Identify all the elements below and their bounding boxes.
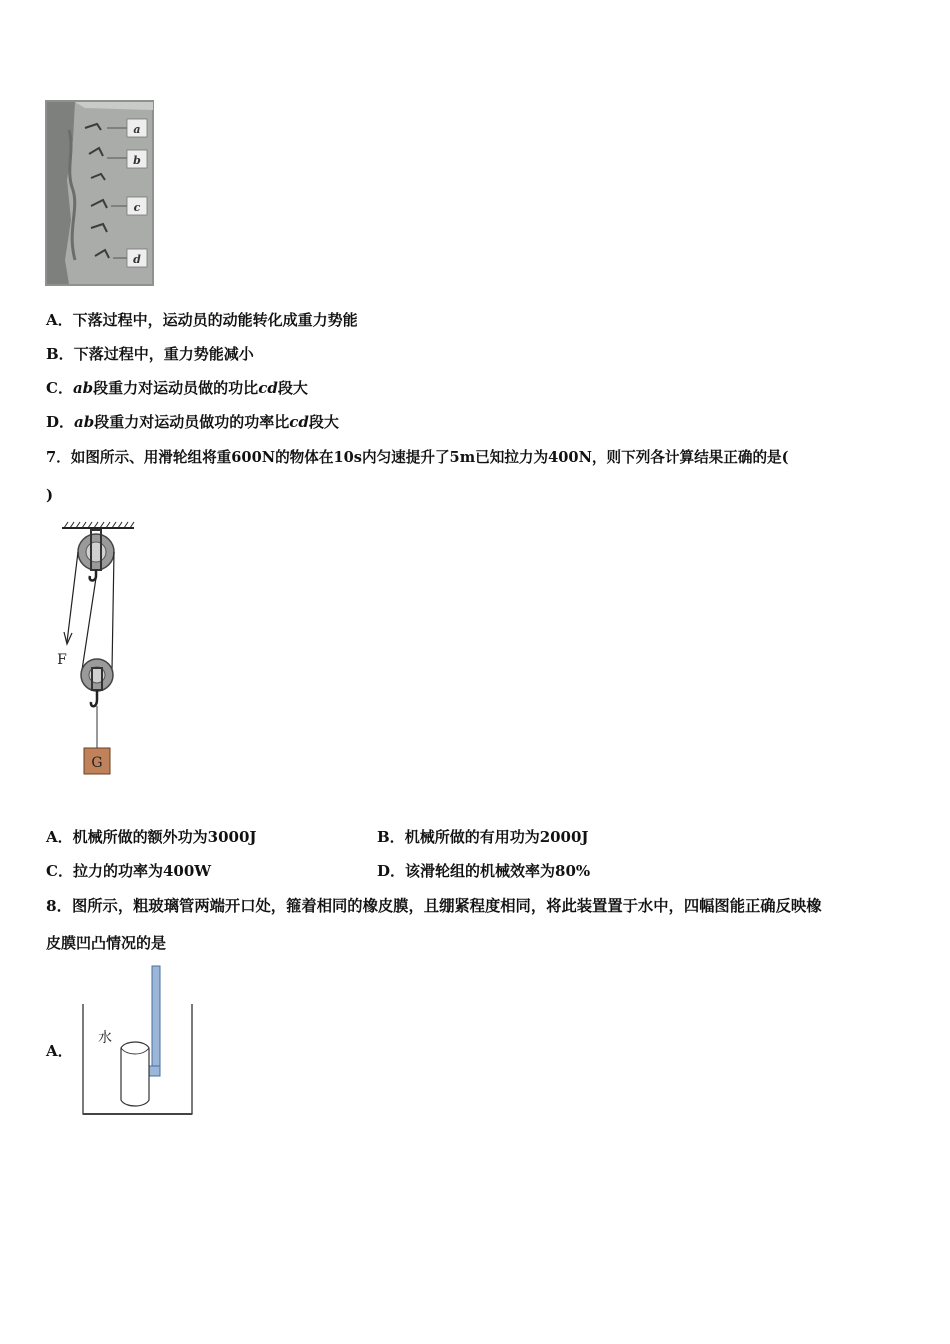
option-text: 机械所做的额外功为3000J [72, 828, 257, 846]
option-text: 段重力对运动员做的功比 [93, 379, 259, 397]
option-letter: D． [46, 413, 75, 431]
photo-label-d: d [133, 253, 141, 266]
option-text: 下落过程中，重力势能减小 [73, 345, 254, 363]
q7-stem-line1: 7．如图所示、用滑轮组将重600N的物体在10s内匀速提升了5m已知拉力为400N，则下列各计算结果正确的是( [46, 449, 789, 466]
q7-stem-line2: ) [46, 486, 54, 504]
photo-label-b: b [133, 154, 141, 167]
q8-stem-line1: 8．图所示，粗玻璃管两端开口处，箍着相同的橡皮膜，且绷紧程度相同，将此装置置于水中，四幅图能正确反映橡 [46, 897, 822, 915]
q6-option-a[interactable] [46, 310, 358, 330]
option-letter: D． [377, 862, 406, 880]
photo-label-a: a [133, 123, 141, 136]
pulley-diagram [50, 520, 150, 790]
option-text: 下落过程中，运动员的动能转化成重力势能 [72, 311, 358, 329]
q7-option-b[interactable] [377, 827, 589, 847]
q8-stem-line2: 皮膜凹凸情况的是 [46, 934, 167, 952]
option-letter: B． [377, 828, 405, 846]
photo-label-c: c [133, 201, 141, 214]
var-ab: ab [72, 379, 94, 397]
option-text-end: 段大 [308, 413, 339, 431]
q7-option-a[interactable] [46, 827, 257, 847]
force-label: F [57, 652, 67, 668]
option-text-end: 段大 [277, 379, 308, 397]
q6-option-c[interactable] [46, 378, 308, 398]
q6-option-d[interactable] [46, 412, 339, 432]
weight-label: G [91, 755, 103, 771]
diver-photo [45, 100, 154, 286]
option-letter: A． [46, 311, 73, 329]
q8-option-a[interactable]: A． [46, 1042, 73, 1060]
option-letter: A． [46, 828, 73, 846]
option-letter: B． [46, 345, 74, 363]
var-cd: cd [289, 413, 309, 431]
option-letter: C． [46, 379, 73, 397]
var-ab: ab [74, 413, 95, 431]
q7-option-d[interactable] [377, 861, 590, 881]
var-cd: cd [258, 379, 278, 397]
option-text: 机械所做的有用功为2000J [404, 828, 589, 846]
q7-option-c[interactable] [46, 861, 211, 881]
option-text: 段重力对运动员做功的功率比 [94, 413, 290, 431]
option-letter: C． [46, 862, 73, 880]
water-label: 水 [98, 1030, 112, 1046]
option-text: 拉力的功率为400W [72, 862, 212, 880]
option-text: 该滑轮组的机械效率为80% [405, 862, 591, 880]
tube-in-water-diagram [75, 962, 200, 1122]
rope-pull [67, 552, 78, 642]
q6-option-b[interactable] [46, 344, 254, 364]
